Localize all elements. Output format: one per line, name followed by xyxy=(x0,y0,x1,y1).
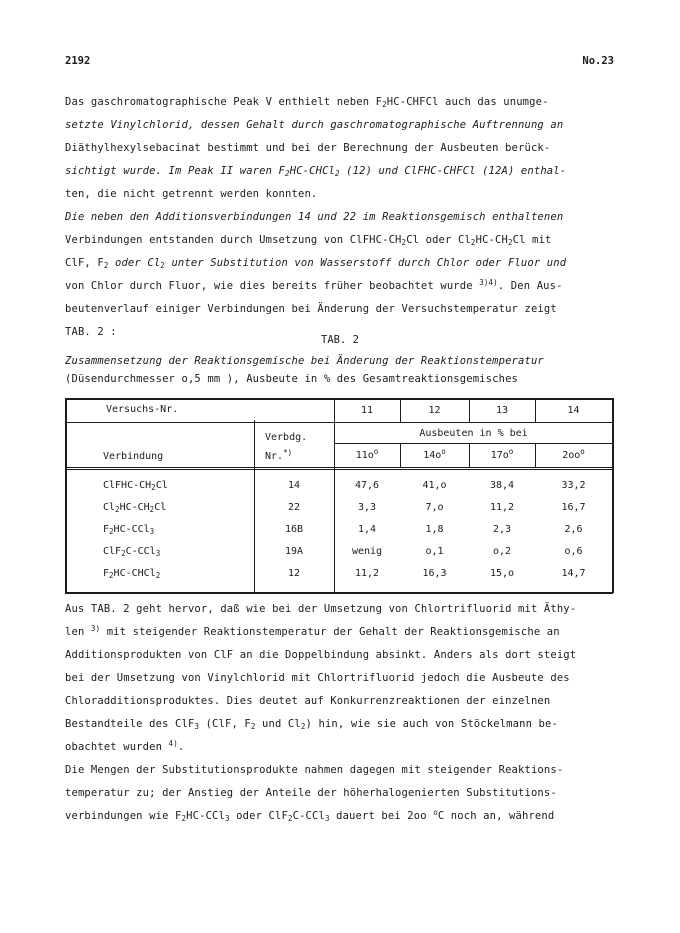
yield-cell: 41,o xyxy=(422,480,447,491)
yield-cell: 1,8 xyxy=(425,524,444,535)
para1-line4: sichtigt wurde. Im Peak II waren $F_2HC-CHCl_2$ (12) und ClFHC-CHFCl (12A) enthal- xyxy=(65,165,567,178)
compound-cell: ClFHC-$CH_2Cl$ xyxy=(103,480,168,492)
compound-cell: $F_2HC-CCl_3$ xyxy=(103,524,155,536)
header-verbindung: Verbindung xyxy=(103,451,164,462)
temp-170: $17o^o$ xyxy=(490,447,514,461)
yield-cell: wenig xyxy=(351,546,383,557)
compound-number: 12 xyxy=(287,568,301,579)
yield-cell: 14,7 xyxy=(561,568,586,579)
para2-line2: Verbindungen entstanden durch Umsetzung von ClFHC-$CH_2Cl$ oder $Cl_2HC-CH_2Cl$ mit xyxy=(65,234,552,247)
yield-cell: 1,4 xyxy=(357,524,377,535)
para3-line6: Bestandteile des ClF$_3$ (ClF, $F_2$ und $Cl_2$) hin, wie sie auch von Stöckelmann be- xyxy=(65,718,558,731)
table-label: TAB. 2 xyxy=(321,334,359,346)
header-rule-3 xyxy=(65,467,613,468)
yield-cell: o,6 xyxy=(564,546,583,557)
page-number: 2192 xyxy=(65,55,91,67)
temp-110: $11o^o$ xyxy=(355,447,379,461)
header-verbdg-nr: Nr.*) xyxy=(265,448,293,462)
para3-line5: Chloradditionsproduktes. Dies deutet auf Konkurrenzreaktionen der einzelnen xyxy=(65,695,551,707)
yield-cell: 33,2 xyxy=(561,480,586,491)
para3-line7: obachtet wurden $^{4)}$. xyxy=(65,739,185,753)
yield-cell: 2,3 xyxy=(492,524,512,535)
header-versuchs-nr: Versuchs-Nr. xyxy=(106,404,179,415)
para2-line3: ClF, $F_2$ oder $Cl_2$ unter Substitution von Wasserstoff durch Chlor oder Fluor und xyxy=(65,257,567,270)
yield-cell: 11,2 xyxy=(354,568,380,579)
yield-cell: 7,o xyxy=(425,502,444,513)
para3-line2: len $^{3)}$ mit steigender Reaktionstemperatur der Gehalt der Reaktionsgemische an xyxy=(65,624,560,638)
header-rule-1 xyxy=(65,422,613,423)
temp-200: $2oo^o$ xyxy=(562,447,585,461)
compound-number: 14 xyxy=(287,480,301,491)
run-12: 12 xyxy=(428,405,441,416)
temp-140: $14o^o$ xyxy=(423,447,446,461)
table-caption-line2: (Düsendurchmesser o,5 mm ), Ausbeute in % des Gesamtreaktionsgemisches xyxy=(65,373,519,385)
compound-number: 19A xyxy=(284,546,304,557)
yield-cell: 3,3 xyxy=(357,502,377,513)
header-ausbeuten: Ausbeuten in % bei xyxy=(419,428,528,439)
yield-cell: 11,2 xyxy=(489,502,515,513)
para1-line5: ten, die nicht getrennt werden konnten. xyxy=(65,188,318,200)
para3-line3: Additionsprodukten von ClF an die Doppelbindung absinkt. Anders als dort steigt xyxy=(65,649,577,661)
issue-number: No.23 xyxy=(582,55,614,67)
yield-cell: o,2 xyxy=(492,546,512,557)
table-top-rule xyxy=(65,398,613,400)
para2-line6: TAB. 2 : xyxy=(65,326,117,338)
compound-cell: $F_2HC-CHCl_2$ xyxy=(103,568,161,580)
compound-cell: $Cl_2HC-CH_2Cl$ xyxy=(103,502,167,514)
yield-cell: 2,6 xyxy=(564,524,583,535)
table-caption-line1: Zusammensetzung der Reaktionsgemische bei Änderung der Reaktionstemperatur xyxy=(65,355,544,367)
compound-number: 22 xyxy=(287,502,301,513)
run-14: 14 xyxy=(567,405,580,416)
run-13: 13 xyxy=(495,405,509,416)
yield-cell: o,1 xyxy=(425,546,444,557)
para2-line4: von Chlor durch Fluor, wie dies bereits früher beobachtet wurde $^{3)4)}$. Den Aus- xyxy=(65,278,563,292)
header-rule-4 xyxy=(65,469,613,470)
para2-line5: beutenverlauf einiger Verbindungen bei Änderung der Versuchstemperatur zeigt xyxy=(65,303,557,315)
yield-cell: 16,3 xyxy=(422,568,447,579)
para1-line3: Diäthylhexylsebacinat bestimmt und bei der Berechnung der Ausbeuten berück- xyxy=(65,142,551,154)
yield-cell: 47,6 xyxy=(354,480,380,491)
para3-line1: Aus TAB. 2 geht hervor, daß wie bei der Umsetzung von Chlortrifluorid mit Äthy- xyxy=(65,603,577,615)
header-rule-2 xyxy=(334,443,613,444)
header-verbdg: Verbdg. xyxy=(265,432,308,443)
compound-cell: ClF$_2$C-CCl$_3$ xyxy=(103,546,161,558)
para3-line4: bei der Umsetzung von Vinylchlorid mit Chlortrifluorid jedoch die Ausbeute des xyxy=(65,672,570,684)
para4-line2: temperatur zu; der Anstieg der Anteile der höherhalogenierten Substitutions- xyxy=(65,787,557,799)
para1-line2: setzte Vinylchlorid, dessen Gehalt durch gaschromatographische Auftrennung an xyxy=(65,119,564,131)
run-11: 11 xyxy=(360,405,374,416)
para1-line1: Das gaschromatographische Peak V enthielt neben $F_2HC$-CHFCl auch das unumge- xyxy=(65,96,549,109)
para4-line3: verbindungen wie $F_2HC-CCl_3$ oder ClF$_2$C-CCl$_3$ dauert bei 2oo $^o$C noch an, während xyxy=(65,808,555,823)
yield-cell: 15,o xyxy=(489,568,515,579)
table-bottom-rule xyxy=(65,592,613,594)
yield-cell: 16,7 xyxy=(561,502,586,513)
table-left-rule xyxy=(65,398,67,593)
para2-line1: Die neben den Additionsverbindungen 14 und 22 im Reaktionsgemisch enthaltenen xyxy=(65,211,564,223)
yield-cell: 38,4 xyxy=(489,480,515,491)
compound-number: 16B xyxy=(284,524,304,535)
para4-line1: Die Mengen der Substitutionsprodukte nahmen dagegen mit steigender Reaktions- xyxy=(65,764,564,776)
